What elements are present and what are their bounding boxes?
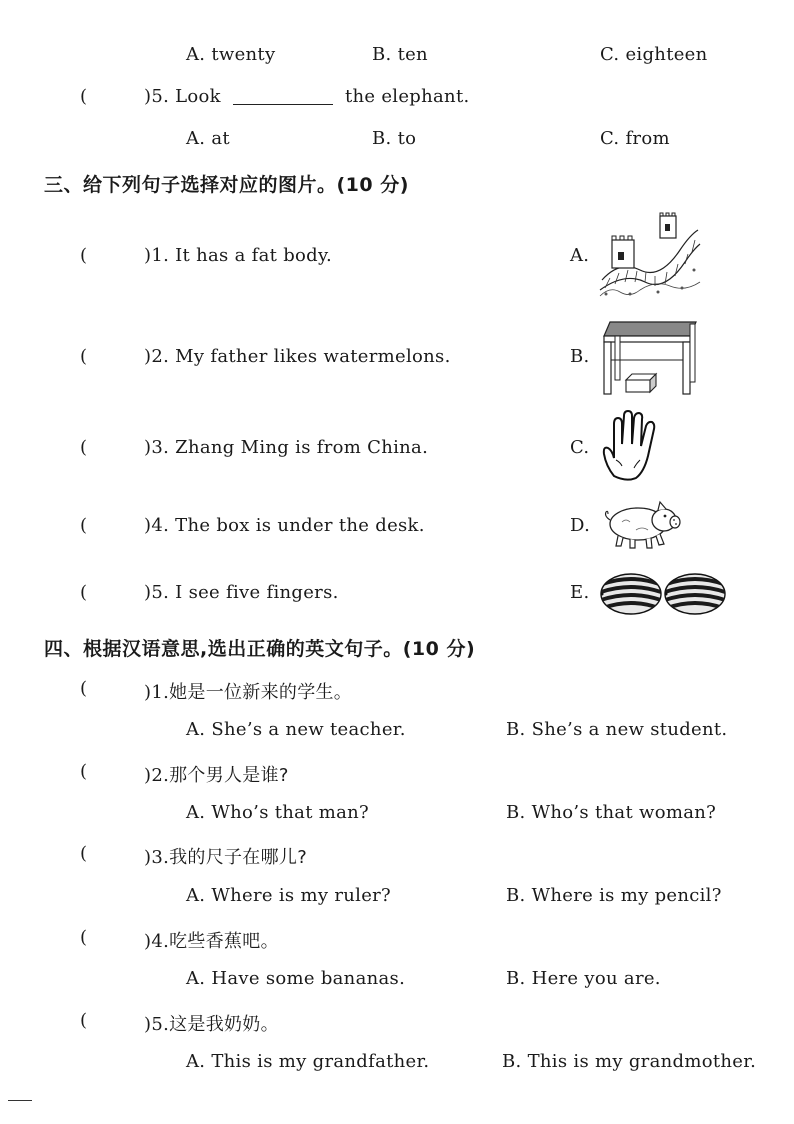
chinese-prompt: 她是一位新来的学生。 (169, 682, 353, 703)
q4-option-a: A. twenty (186, 44, 276, 65)
question-5-line (144, 86, 470, 107)
section-4-heading: 四、根据汉语意思,选出正确的英文句子。(10 分) (44, 638, 476, 660)
s4-item-4 (144, 927, 279, 953)
picture-letter-b: B. (570, 346, 590, 367)
watermelons-icon (600, 572, 726, 616)
chinese-prompt: 这是我奶奶。 (169, 1014, 279, 1035)
s4-item-1-option-a: A. She’s a new teacher. (186, 719, 406, 740)
s3-item-3 (144, 437, 428, 458)
s4-item-2 (144, 761, 289, 787)
question-text: I see five fingers. (175, 582, 339, 603)
question-text: My father likes watermelons. (175, 346, 451, 367)
s3-item-5 (144, 582, 339, 603)
answer-paren-open: ( (80, 761, 88, 782)
question-number: )4. (144, 515, 170, 536)
s4-item-4-option-b: B. Here you are. (506, 968, 661, 989)
answer-paren-open: ( (80, 346, 88, 367)
s4-item-3-option-a: A. Where is my ruler? (186, 885, 392, 906)
s4-item-5-option-a: A. This is my grandfather. (186, 1051, 430, 1072)
answer-paren-open: ( (80, 1010, 88, 1031)
great-wall-icon (600, 210, 700, 296)
chinese-prompt: 吃些香蕉吧。 (169, 931, 279, 952)
question-number: )5. (144, 1014, 170, 1035)
q5-option-a: A. at (186, 128, 230, 149)
pig-icon (602, 500, 682, 550)
desk-with-box-icon (600, 320, 700, 396)
answer-paren-open: ( (80, 678, 88, 699)
s3-item-1 (144, 245, 332, 266)
q4-option-b: B. ten (372, 44, 428, 65)
s4-item-4-option-a: A. Have some bananas. (186, 968, 406, 989)
picture-letter-c: C. (570, 437, 590, 458)
question-text-after: the elephant. (344, 86, 470, 107)
chinese-prompt: 那个男人是谁? (169, 765, 289, 786)
answer-paren-open: ( (80, 515, 88, 536)
answer-paren-open: ( (80, 927, 88, 948)
s4-item-3-option-b: B. Where is my pencil? (506, 885, 722, 906)
question-number: )3. (144, 437, 170, 458)
page-corner-mark (8, 1100, 32, 1101)
question-number: )2. (144, 765, 170, 786)
question-text: It has a fat body. (175, 245, 333, 266)
question-number: )1. (144, 245, 170, 266)
chinese-prompt: 我的尺子在哪儿? (169, 847, 308, 868)
s4-item-5-option-b: B. This is my grandmother. (502, 1051, 757, 1072)
s4-item-5 (144, 1010, 279, 1036)
answer-paren-open: ( (80, 86, 88, 107)
fill-blank[interactable] (233, 86, 333, 105)
q5-option-b: B. to (372, 128, 417, 149)
s3-item-4 (144, 515, 425, 536)
answer-paren-open: ( (80, 437, 88, 458)
s4-item-1 (144, 678, 352, 704)
question-number: )1. (144, 682, 170, 703)
s4-item-2-option-a: A. Who’s that man? (186, 802, 370, 823)
q4-option-c: C. eighteen (600, 44, 708, 65)
picture-letter-e: E. (570, 582, 590, 603)
question-number: )4. (144, 931, 170, 952)
hand-icon (600, 410, 660, 482)
s4-item-3 (144, 843, 307, 869)
q5-option-c: C. from (600, 128, 670, 149)
picture-letter-a: A. (570, 245, 590, 266)
question-text-before: Look (175, 86, 221, 107)
answer-paren-open: ( (80, 582, 88, 603)
question-number: )3. (144, 847, 170, 868)
s3-item-2 (144, 346, 451, 367)
question-text: The box is under the desk. (175, 515, 425, 536)
answer-paren-open: ( (80, 245, 88, 266)
s4-item-1-option-b: B. She’s a new student. (506, 719, 728, 740)
s4-item-2-option-b: B. Who’s that woman? (506, 802, 717, 823)
question-number: )2. (144, 346, 170, 367)
question-text: Zhang Ming is from China. (175, 437, 429, 458)
question-number: )5. (144, 86, 170, 107)
question-number: )5. (144, 582, 170, 603)
picture-letter-d: D. (570, 515, 591, 536)
section-3-heading: 三、给下列句子选择对应的图片。(10 分) (44, 174, 409, 196)
answer-paren-open: ( (80, 843, 88, 864)
